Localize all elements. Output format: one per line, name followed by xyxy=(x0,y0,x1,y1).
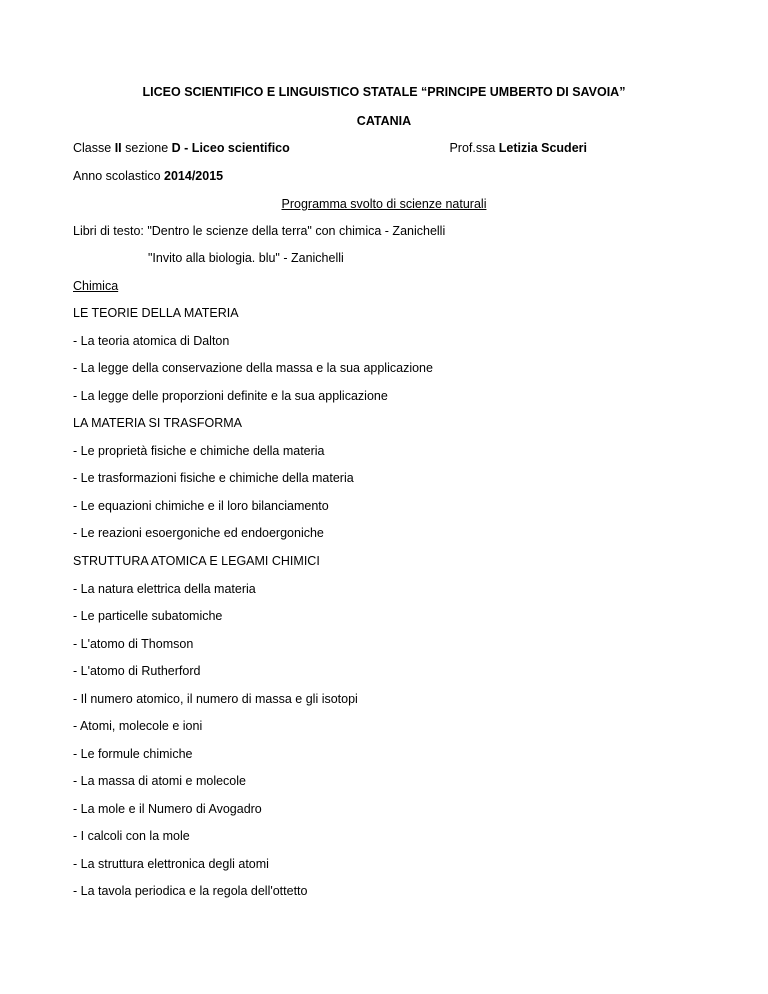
school-year-value: 2014/2015 xyxy=(164,169,224,183)
list-item: - Le reazioni esoergoniche ed endoergoniche xyxy=(73,526,324,540)
list-item: - Le proprietà fisiche e chimiche della materia xyxy=(73,444,325,458)
list-item: - La legge della conservazione della massa e la sua applicazione xyxy=(73,361,433,375)
section-title: STRUTTURA ATOMICA E LEGAMI CHIMICI xyxy=(73,554,320,568)
school-year-label: Anno scolastico xyxy=(73,169,165,183)
program-title: Programma svolto di scienze naturali xyxy=(281,197,487,211)
section-title: LA MATERIA SI TRASFORMA xyxy=(73,416,243,430)
list-item: - La struttura elettronica degli atomi xyxy=(73,857,269,871)
list-item: - La teoria atomica di Dalton xyxy=(73,334,230,348)
city-name: CATANIA xyxy=(356,114,412,128)
textbook-2: "Invito alla biologia. blu" - Zanichelli xyxy=(148,251,344,265)
teacher-name: Letizia Scuderi xyxy=(498,141,587,155)
list-item: - I calcoli con la mole xyxy=(73,829,190,843)
list-item: - L'atomo di Rutherford xyxy=(73,664,201,678)
list-item: - La mole e il Numero di Avogadro xyxy=(73,802,262,816)
list-item: - La tavola periodica e la regola dell'ottetto xyxy=(73,884,308,898)
class-number: II xyxy=(114,141,122,155)
list-item: - La massa di atomi e molecole xyxy=(73,774,246,788)
class-section-label: sezione xyxy=(121,141,172,155)
list-item: - Il numero atomico, il numero di massa e gli isotopi xyxy=(73,692,358,706)
list-item: - Le equazioni chimiche e il loro bilanciamento xyxy=(73,499,329,513)
class-prefix: Classe xyxy=(73,141,115,155)
list-item: - Le particelle subatomiche xyxy=(73,609,223,623)
list-item: - Atomi, molecole e ioni xyxy=(73,719,203,733)
list-item: - Le trasformazioni fisiche e chimiche della materia xyxy=(73,471,354,485)
school-year xyxy=(73,168,223,184)
textbook-1: Libri di testo: "Dentro le scienze della terra" con chimica - Zanichelli xyxy=(73,224,446,238)
class-section: D - Liceo scientifico xyxy=(171,141,290,155)
list-item: - Le formule chimiche xyxy=(73,747,193,761)
list-item: - La legge delle proporzioni definite e la sua applicazione xyxy=(73,389,388,403)
teacher-prefix: Prof.ssa xyxy=(449,141,499,155)
subject-title: Chimica xyxy=(73,279,119,293)
list-item: - L'atomo di Thomson xyxy=(73,637,194,651)
school-name: LICEO SCIENTIFICO E LINGUISTICO STATALE “PRINCIPE UMBERTO DI SAVOIA” xyxy=(142,85,626,99)
section-title: LE TEORIE DELLA MATERIA xyxy=(73,306,239,320)
teacher-info xyxy=(449,140,587,156)
list-item: - La natura elettrica della materia xyxy=(73,582,256,596)
class-info xyxy=(73,140,290,156)
